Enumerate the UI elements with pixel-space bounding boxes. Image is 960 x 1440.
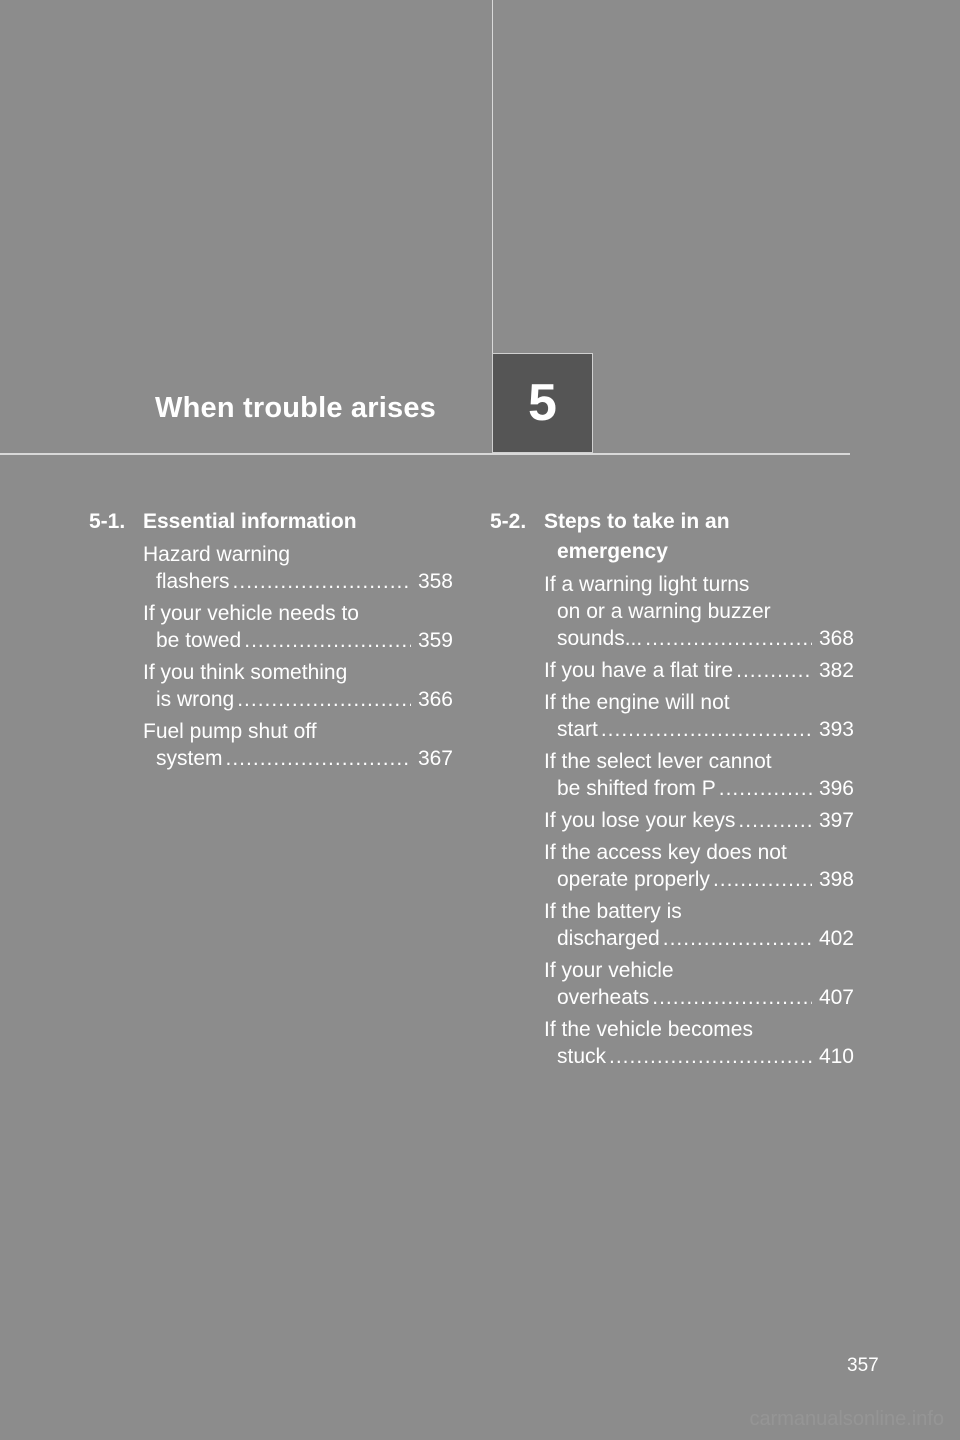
dot-leader	[719, 775, 812, 802]
section-title	[544, 507, 854, 567]
toc-entry-text: start	[557, 718, 598, 741]
toc-entry-hazard-warning[interactable]	[143, 541, 453, 595]
toc-page-number: 396	[818, 777, 854, 800]
toc-page-number: 410	[818, 1045, 854, 1068]
chapter-number: 5	[528, 374, 557, 432]
toc-entry-text: Fuel pump shut off	[143, 720, 317, 743]
toc-entry-text: operate properly	[557, 868, 710, 891]
dot-leader	[738, 807, 812, 834]
toc-page-number: 402	[818, 927, 854, 950]
toc-entry-text: sounds...	[557, 627, 643, 650]
toc-entry-text: If the vehicle becomes	[544, 1018, 753, 1041]
toc-entry-text: system	[156, 747, 223, 770]
toc-entry-battery[interactable]	[544, 898, 854, 952]
toc-page-number: 398	[818, 868, 854, 891]
toc-entry-overheats[interactable]	[544, 957, 854, 1011]
watermark: carmanualsonline.info	[749, 1408, 944, 1430]
toc-entry-towed[interactable]	[143, 600, 453, 654]
toc-entry-engine-start[interactable]	[544, 689, 854, 743]
toc-page-number: 407	[818, 986, 854, 1009]
toc-entry-text: Hazard warning	[143, 543, 291, 566]
section-heading	[89, 507, 453, 537]
toc-page-number: 358	[417, 570, 453, 593]
chapter-title: When trouble arises	[155, 392, 436, 424]
toc-entry-lose-keys[interactable]	[544, 807, 854, 834]
toc-entry-text: on or a warning buzzer	[557, 600, 771, 623]
dot-leader	[601, 716, 812, 743]
toc-page-number: 359	[417, 629, 453, 652]
toc-entry-text: discharged	[557, 927, 660, 950]
chapter-tab-divider	[492, 0, 493, 353]
dot-leader	[645, 625, 812, 652]
toc-entry-select-lever[interactable]	[544, 748, 854, 802]
toc-page-number: 393	[818, 718, 854, 741]
toc-entry-text: is wrong	[156, 688, 235, 711]
toc-entry-text: overheats	[557, 986, 650, 1009]
toc-entry-text: be shifted from P	[557, 777, 716, 800]
toc-entry-text: If your vehicle	[544, 959, 674, 982]
toc-entry-warning-light[interactable]	[544, 571, 854, 652]
section-number: 5-1.	[89, 510, 126, 533]
toc-entry-text: If the access key does not	[544, 841, 787, 864]
toc-page-number: 367	[417, 747, 453, 770]
section-number: 5-2.	[490, 510, 527, 533]
toc-entry-text: If you lose your keys	[544, 809, 736, 832]
section-title-line: Steps to take in an	[544, 510, 730, 533]
page-number: 357	[847, 1355, 879, 1376]
toc-page-number: 366	[417, 688, 453, 711]
toc-entry-flat-tire[interactable]	[544, 657, 854, 684]
toc-page-number: 397	[818, 809, 854, 832]
dot-leader	[663, 925, 812, 952]
toc-page-number: 382	[818, 659, 854, 682]
dot-leader	[609, 1043, 812, 1070]
chapter-number-tab	[492, 353, 593, 453]
toc-entry-stuck[interactable]	[544, 1016, 854, 1070]
toc-entry-text: stuck	[557, 1045, 607, 1068]
toc-entry-text: If your vehicle needs to	[143, 602, 359, 625]
header-rule	[0, 453, 850, 455]
toc-entry-text: If the battery is	[544, 900, 682, 923]
toc-entry-access-key[interactable]	[544, 839, 854, 893]
toc-section-5-2	[490, 507, 854, 1075]
toc-entry-text: If you have a flat tire	[544, 659, 734, 682]
dot-leader	[713, 866, 812, 893]
toc-entry-something-wrong[interactable]	[143, 659, 453, 713]
dot-leader	[237, 686, 411, 713]
toc-entry-text: be towed	[156, 629, 242, 652]
toc-page-number: 368	[818, 627, 854, 650]
section-title: Essential information	[143, 510, 357, 533]
toc-entry-fuel-pump[interactable]	[143, 718, 453, 772]
section-heading	[490, 507, 854, 567]
dot-leader	[736, 657, 812, 684]
toc-entry-text: If the select lever cannot	[544, 750, 772, 773]
dot-leader	[233, 568, 411, 595]
dot-leader	[244, 627, 411, 654]
dot-leader	[226, 745, 411, 772]
toc-entry-text: If you think something	[143, 661, 348, 684]
toc-section-5-1	[89, 507, 453, 777]
toc-entry-text: flashers	[156, 570, 230, 593]
toc-entry-text: If the engine will not	[544, 691, 730, 714]
dot-leader	[652, 984, 812, 1011]
section-title-line: emergency	[557, 540, 668, 563]
toc-entry-text: If a warning light turns	[544, 573, 750, 596]
